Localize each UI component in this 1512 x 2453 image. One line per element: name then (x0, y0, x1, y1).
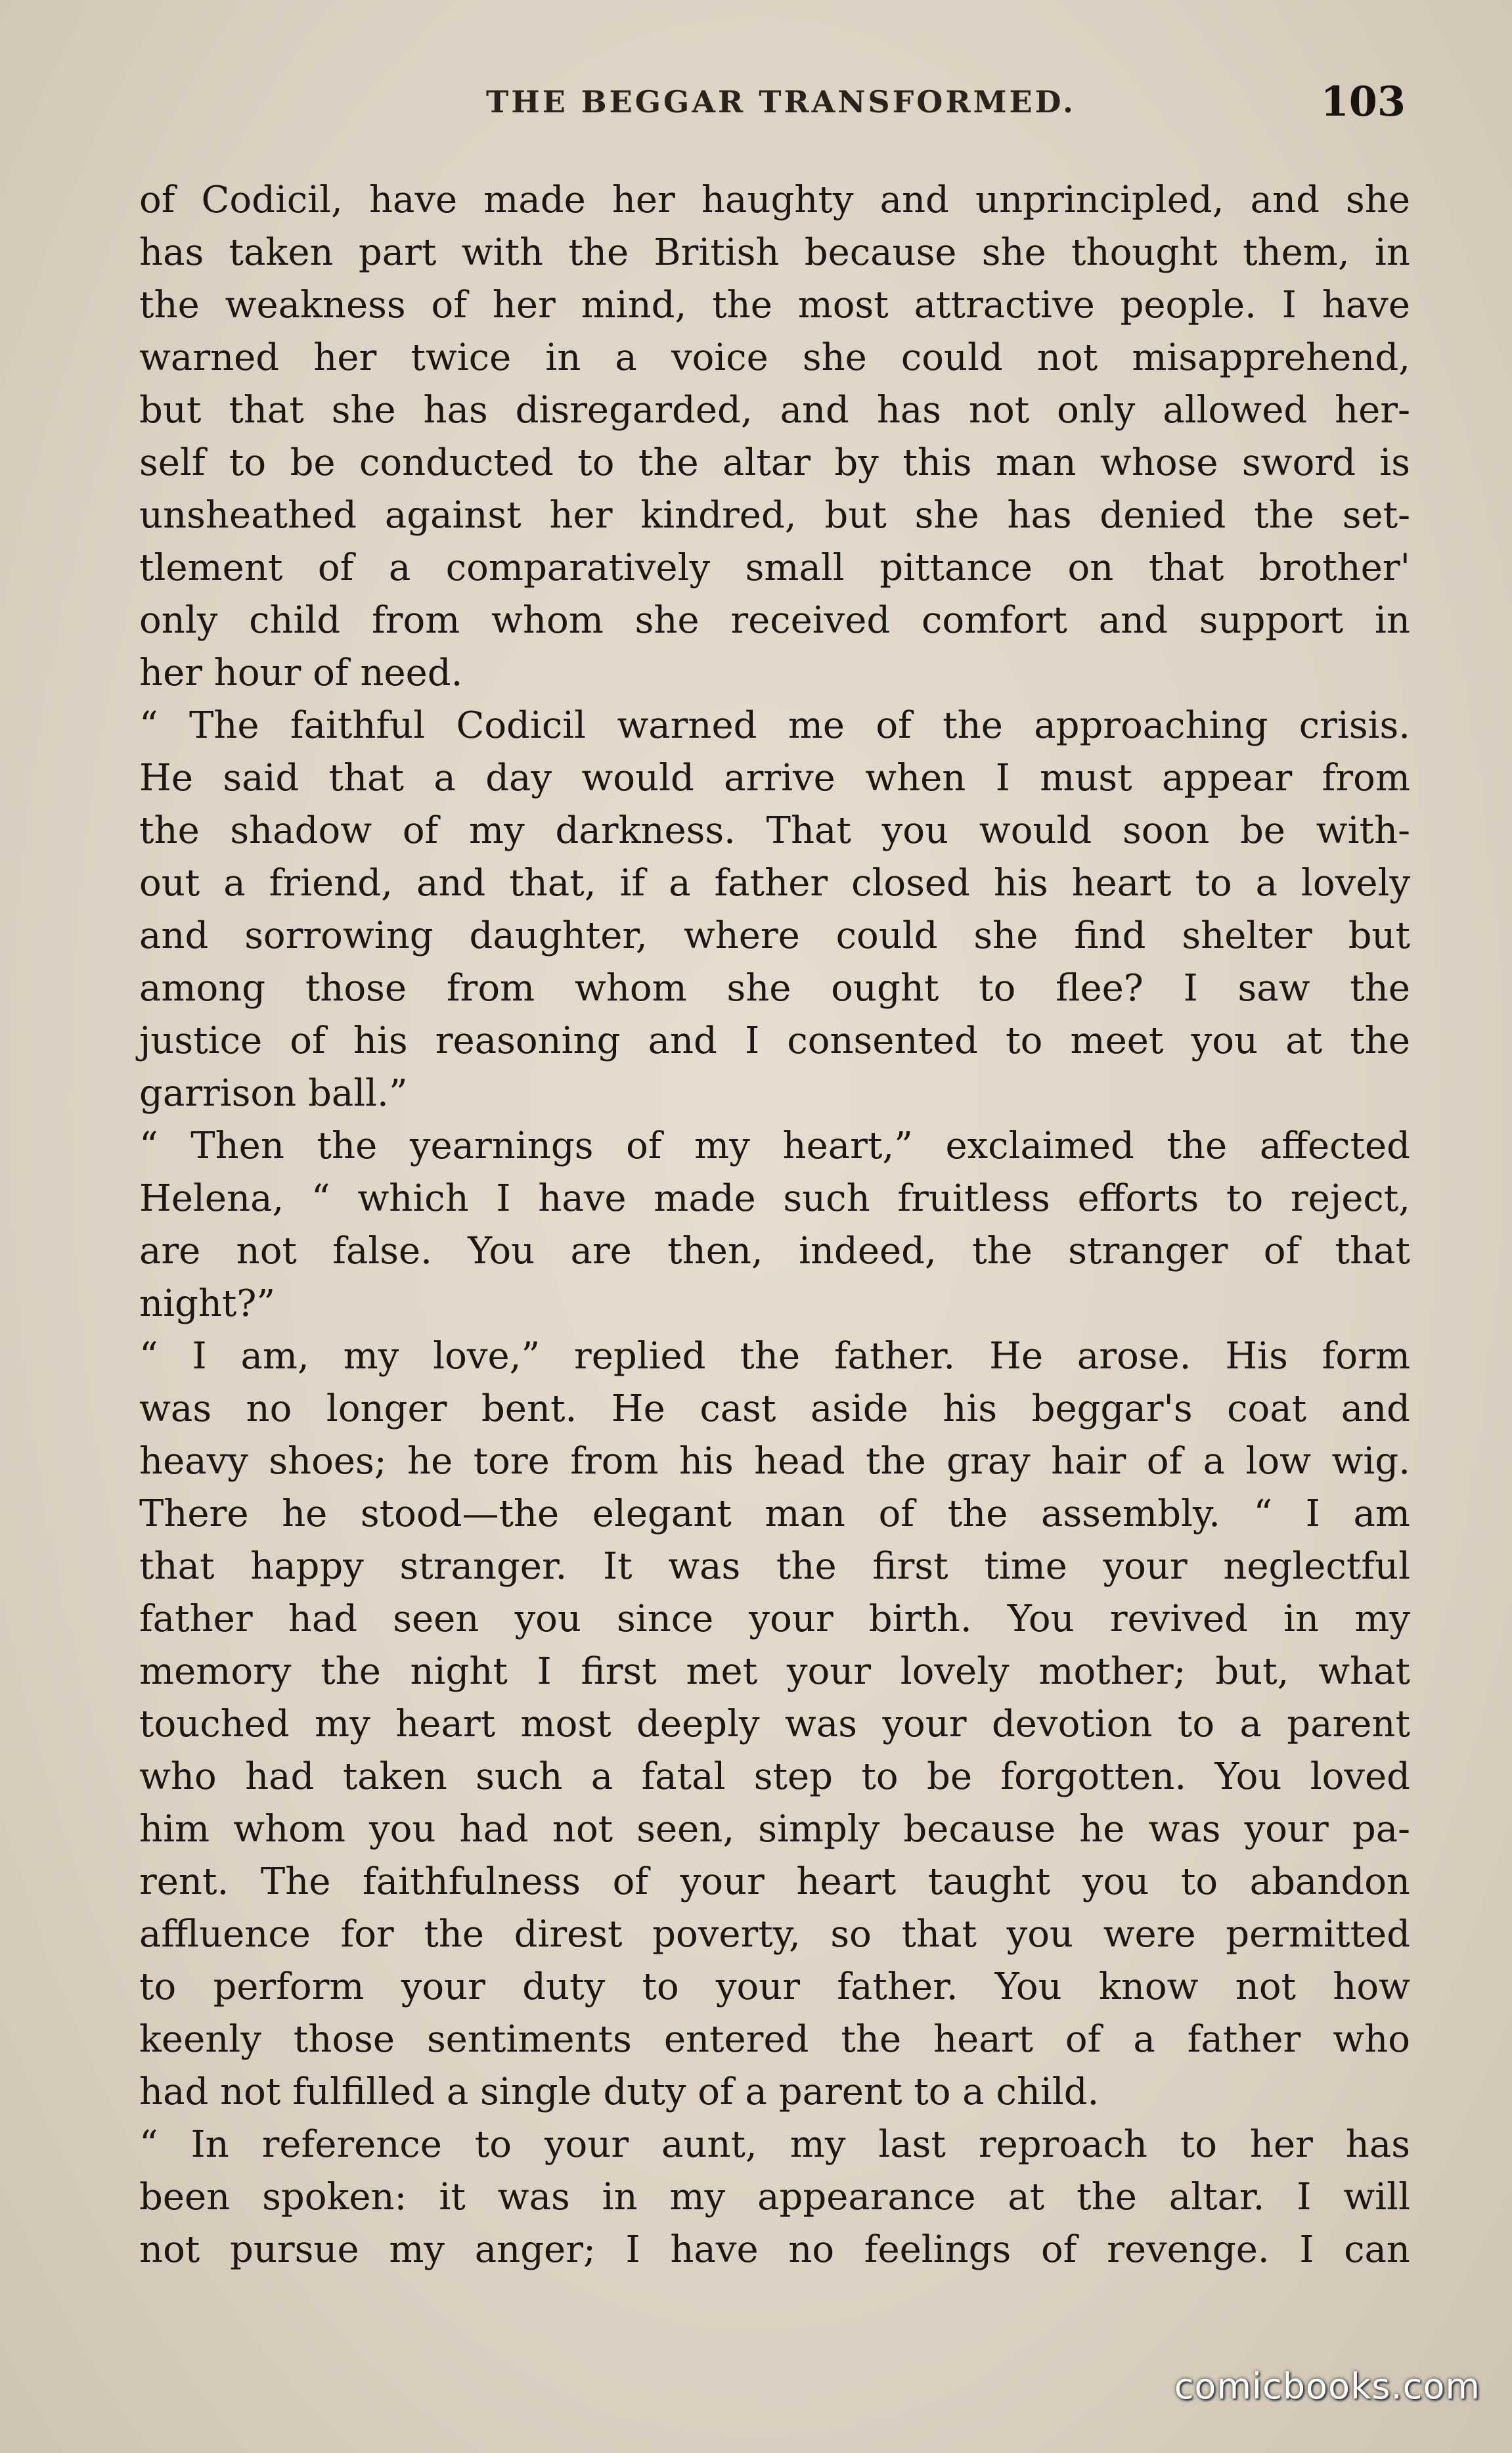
text-line: only child from whom she received comfort and support in (139, 599, 1410, 642)
text-line: “ I am, my love,” replied the father. He arose. His form (139, 1335, 1410, 1378)
text-line: who had taken such a fatal step to be forgotten. You loved (139, 1755, 1410, 1798)
text-line: among those from whom she ought to flee? I saw the (139, 967, 1410, 1010)
text-line: her hour of need. (139, 652, 463, 694)
text-line: are not false. You are then, indeed, the stranger of that (139, 1230, 1410, 1272)
text-line: but that she has disregarded, and has not only allowed her- (139, 389, 1410, 432)
text-line: warned her twice in a voice she could not misapprehend, (139, 336, 1410, 379)
text-line: and sorrowing daughter, where could she find shelter but (139, 914, 1410, 957)
text-line: “ Then the yearnings of my heart,” exclaimed the affected (139, 1125, 1410, 1167)
watermark: comicbooks.com (1174, 2366, 1480, 2407)
text-line: father had seen you since your birth. You revived in my (139, 1598, 1410, 1640)
text-line: justice of his reasoning and I consented to meet you at the (139, 1020, 1410, 1062)
text-line: memory the night I first met your lovely mother; but, what (139, 1650, 1410, 1693)
body-text (139, 174, 1410, 2276)
text-line: had not fulfilled a single duty of a parent to a child. (139, 2071, 1100, 2113)
text-line: garrison ball.” (139, 1072, 408, 1115)
text-line: He said that a day would arrive when I must appear from (139, 757, 1410, 799)
text-line: “ The faithful Codicil warned me of the approaching crisis. (139, 704, 1410, 747)
text-line: of Codicil, have made her haughty and unprincipled, and she (139, 179, 1410, 221)
text-line: unsheathed against her kindred, but she has denied the set- (139, 494, 1410, 537)
text-line: touched my heart most deeply was your devotion to a parent (139, 1703, 1410, 1745)
text-line: the weakness of her mind, the most attractive people. I have (139, 284, 1410, 326)
text-line: that happy stranger. It was the first time your neglectful (139, 1545, 1410, 1588)
text-line: affluence for the direst poverty, so that you were permitted (139, 1913, 1410, 1956)
text-line: been spoken: it was in my appearance at the altar. I will (139, 2176, 1410, 2218)
text-line: not pursue my anger; I have no feelings of revenge. I can (139, 2228, 1410, 2271)
text-line: tlement of a comparatively small pittance on that brother' (139, 547, 1410, 589)
text-line: “ In reference to your aunt, my last reproach to her has (139, 2123, 1410, 2166)
text-line: rent. The faithfulness of your heart taught you to abandon (139, 1860, 1410, 1903)
running-title: THE BEGGAR TRANSFORMED. (486, 84, 1076, 120)
text-line: heavy shoes; he tore from his head the gray hair of a low wig. (139, 1440, 1410, 1483)
text-line: night?” (139, 1282, 276, 1325)
text-line: out a friend, and that, if a father closed his heart to a lovely (139, 862, 1410, 905)
text-line: him whom you had not seen, simply because he was your pa- (139, 1808, 1410, 1851)
text-line: has taken part with the British because she thought them, in (139, 231, 1410, 274)
text-line: There he stood—the elegant man of the assembly. “ I am (139, 1493, 1410, 1535)
page-number: 103 (1320, 78, 1406, 125)
text-line: Helena, “ which I have made such fruitless efforts to reject, (139, 1177, 1410, 1220)
text-line: was no longer bent. He cast aside his beggar's coat and (139, 1387, 1410, 1430)
page-header (486, 78, 1406, 130)
text-line: keenly those sentiments entered the heart of a father who (139, 2018, 1410, 2061)
text-line: self to be conducted to the altar by this man whose sword is (139, 441, 1410, 484)
text-line: to perform your duty to your father. You know not how (139, 1966, 1410, 2008)
text-line: the shadow of my darkness. That you would soon be with- (139, 809, 1410, 852)
